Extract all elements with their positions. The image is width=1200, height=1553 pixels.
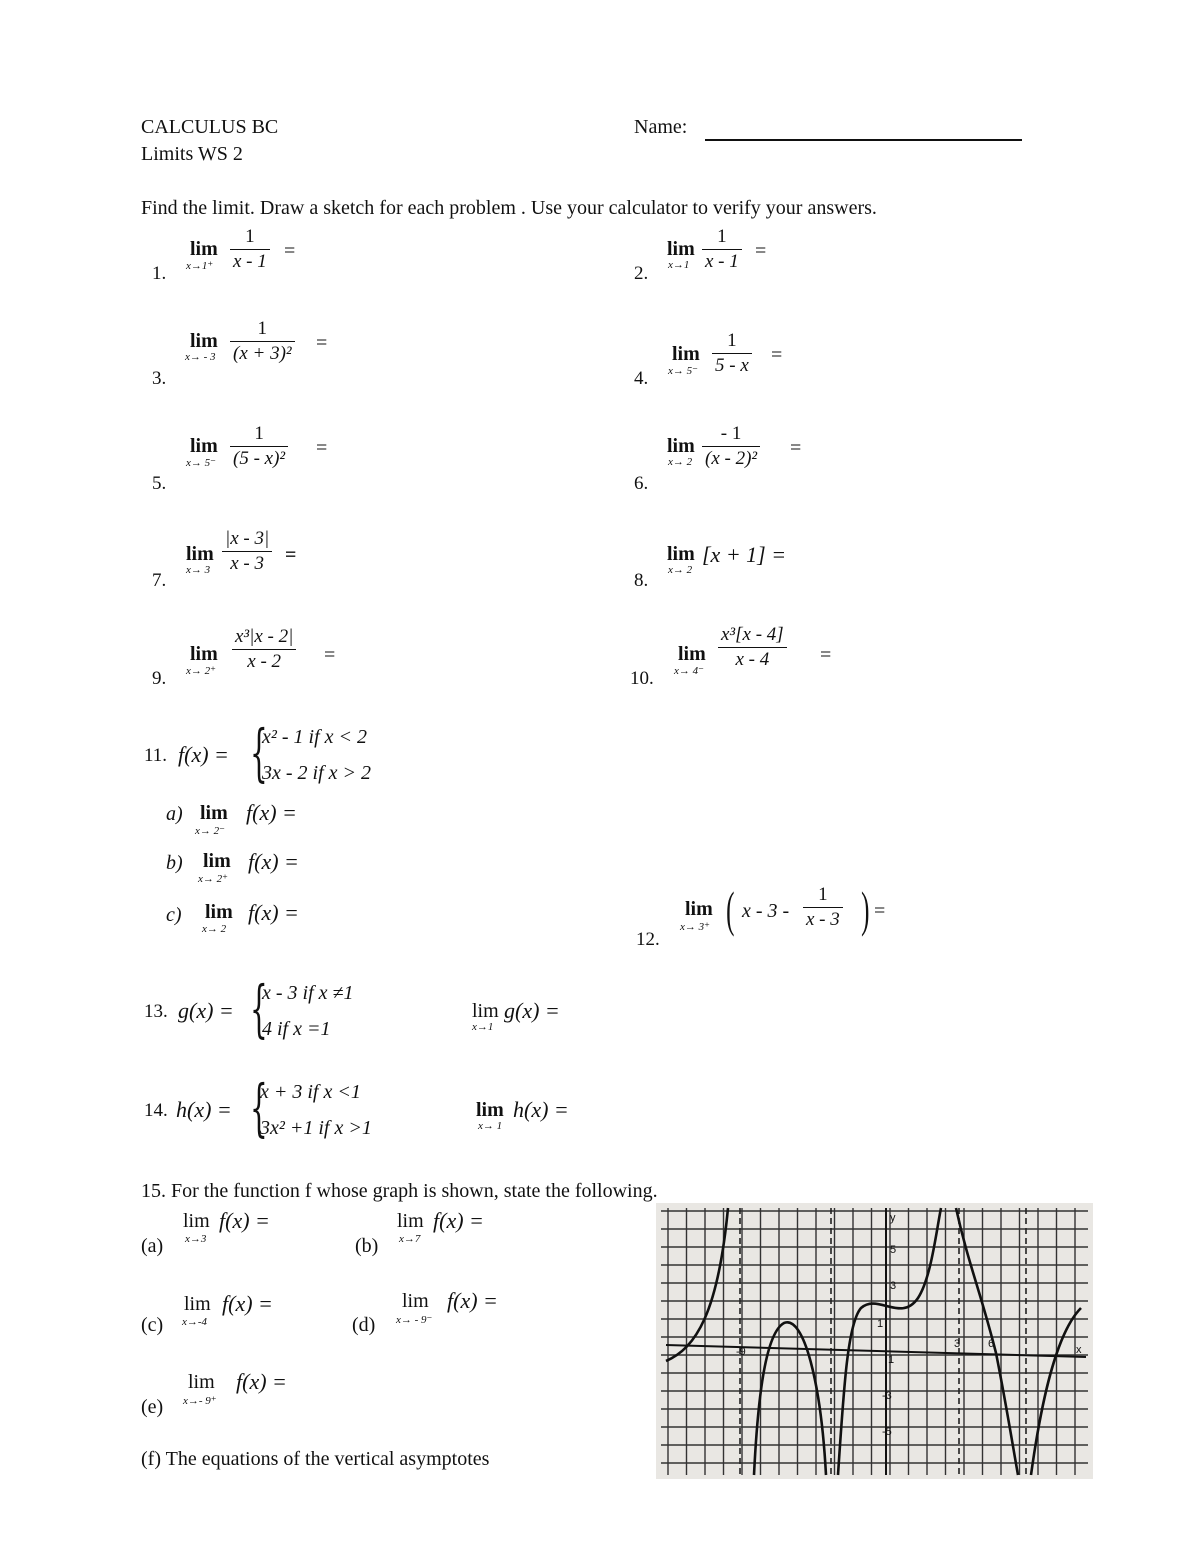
denominator: x - 4 [735, 649, 770, 670]
problem-number: 7. [152, 570, 167, 591]
fraction [718, 624, 787, 671]
lim-operator: lim [402, 1290, 429, 1312]
lim-subscript: x→7 [399, 1233, 421, 1245]
numerator: 1 [712, 330, 752, 354]
brace-symbol: { [250, 1071, 268, 1144]
right-paren: ) [861, 881, 870, 937]
brace-symbol: { [250, 716, 268, 789]
lim-subscript: x→ 3 [186, 564, 211, 576]
lim-operator: lim [190, 435, 218, 457]
problem-number: 1. [152, 263, 167, 284]
problem-15-intro: 15. For the function f whose graph is shown, state the following. [141, 1180, 658, 1202]
tick-label: 3 [954, 1338, 961, 1350]
lim-subscript: x→ 4⁻ [674, 665, 704, 677]
function-definition: g(x) = [178, 998, 234, 1023]
case-1: x² - 1 if x < 2 [262, 726, 368, 748]
lim-operator: lim [183, 1210, 210, 1232]
problem-number: 13. [144, 1001, 168, 1022]
lim-operator: lim [476, 1099, 504, 1121]
equals-sign: = [771, 344, 783, 366]
lim-operator: lim [667, 543, 695, 565]
part-e-expression: f(x) = [236, 1369, 287, 1394]
numerator: x³|x - 2| [232, 626, 296, 650]
denominator: (5 - x)² [233, 448, 286, 469]
lim-operator: lim [190, 330, 218, 352]
lim-subscript: x→ 2⁺ [186, 665, 216, 677]
lim-operator: lim [685, 898, 713, 920]
function-definition: h(x) = [176, 1097, 232, 1122]
case-1: x + 3 if x <1 [260, 1081, 361, 1103]
tick-label: 5 [890, 1244, 897, 1256]
name-line[interactable] [705, 139, 1022, 141]
part-a-label: a) [166, 803, 183, 825]
part-f-text: (f) The equations of the vertical asymptotes [141, 1448, 490, 1470]
numerator: 1 [230, 226, 270, 250]
part-b-label: b) [166, 852, 183, 874]
lim-subscript: x→ 2⁺ [198, 873, 228, 885]
lim-operator: lim [190, 238, 218, 260]
course-title: CALCULUS BC [141, 116, 279, 138]
problem-number: 4. [634, 368, 649, 389]
denominator: x - 1 [233, 251, 267, 272]
part-c-label: (c) [141, 1314, 164, 1336]
problem-number: 12. [636, 929, 660, 950]
denominator: (x + 3)² [233, 343, 292, 364]
fraction [232, 626, 296, 673]
fraction [702, 423, 760, 470]
lim-operator: lim [203, 850, 231, 872]
lim-subscript: x→ 2 [668, 456, 693, 468]
problem-number: 10. [630, 668, 654, 689]
part-a-label: (a) [141, 1235, 164, 1257]
tick-label: -5 [882, 1426, 892, 1438]
lim-subscript: x→ 2 [202, 923, 227, 935]
lim-subscript: x→ 2 [668, 564, 693, 576]
lim-subscript: x→ 2⁻ [195, 825, 225, 837]
fraction [712, 330, 752, 377]
lim-subscript: x→ 1 [478, 1120, 503, 1132]
denominator: x - 2 [247, 651, 282, 672]
lim-subscript: x→3 [185, 1233, 207, 1245]
lim-subscript: x→ 5⁻ [186, 457, 216, 469]
y-axis-label: y [890, 1212, 896, 1224]
problem-number: 11. [144, 745, 168, 766]
denominator: 5 - x [715, 355, 749, 376]
lim-subscript: x→- 9⁺ [183, 1395, 217, 1407]
numerator: 1 [803, 884, 843, 908]
part-e-label: (e) [141, 1396, 164, 1418]
lim-subscript: x→1 [668, 259, 690, 271]
lim-subscript: x→ - 3 [185, 351, 216, 363]
problem-number: 9. [152, 668, 167, 689]
lim-operator: lim [186, 543, 214, 565]
problem-number: 2. [634, 263, 649, 284]
numerator: - 1 [702, 423, 760, 447]
fraction [230, 226, 270, 273]
left-paren: ( [726, 881, 735, 937]
lim-operator: lim [667, 238, 695, 260]
lim-subscript: x→1 [472, 1021, 494, 1033]
equals-sign: = [820, 644, 832, 666]
equals-sign: = [755, 240, 767, 262]
lim-subscript: x→-4 [182, 1316, 208, 1328]
part-d-label: (d) [352, 1314, 376, 1336]
lim-operator: lim [188, 1371, 215, 1393]
lim-operator: lim [678, 643, 706, 665]
case-2: 3x - 2 if x > 2 [262, 762, 372, 784]
lim-operator: lim [205, 901, 233, 923]
fraction [230, 318, 295, 365]
tick-label: 1 [877, 1318, 884, 1330]
limit-expression: g(x) = [504, 998, 560, 1023]
fraction [222, 528, 272, 575]
numerator: |x - 3| [222, 528, 272, 552]
lim-operator: lim [472, 1000, 499, 1022]
equals-sign: = [316, 332, 328, 354]
fraction [230, 423, 288, 470]
denominator: x - 3 [806, 909, 840, 930]
x-axis-label: x [1076, 1344, 1082, 1356]
equals-sign: = [285, 544, 297, 566]
lim-operator: lim [397, 1210, 424, 1232]
name-label: Name: [634, 116, 688, 138]
tick-label: 3 [890, 1280, 897, 1292]
problem-number: 8. [634, 570, 649, 591]
floor-expression: [x + 1] = [702, 542, 787, 567]
lim-operator: lim [672, 343, 700, 365]
tick-label: -9 [736, 1346, 746, 1358]
part-c-label: c) [166, 904, 182, 926]
lim-operator: lim [200, 802, 228, 824]
fraction [803, 884, 843, 931]
part-c-expression: f(x) = [248, 900, 299, 925]
lim-operator: lim [190, 643, 218, 665]
tick-label: -3 [882, 1390, 892, 1402]
equals-sign: = [790, 437, 802, 459]
expression: x - 3 - [742, 900, 790, 922]
numerator: 1 [230, 318, 295, 342]
problem-number: 3. [152, 368, 167, 389]
denominator: (x - 2)² [705, 448, 758, 469]
brace-symbol: { [250, 972, 268, 1045]
problem-number: 6. [634, 473, 649, 494]
part-b-expression: f(x) = [433, 1208, 484, 1233]
tick-label: 1 [888, 1354, 895, 1366]
equals-sign: = [284, 240, 296, 262]
lim-subscript: x→ 5⁻ [668, 365, 698, 377]
denominator: x - 3 [230, 553, 264, 574]
numerator: x³[x - 4] [718, 624, 787, 648]
denominator: x - 1 [705, 251, 739, 272]
part-a-expression: f(x) = [219, 1208, 270, 1233]
case-2: 4 if x =1 [262, 1018, 331, 1040]
part-c-expression: f(x) = [222, 1291, 273, 1316]
tick-label: 6 [988, 1338, 995, 1350]
case-2: 3x² +1 if x >1 [260, 1117, 372, 1139]
lim-operator: lim [184, 1293, 211, 1315]
fraction [702, 226, 742, 273]
instructions: Find the limit. Draw a sketch for each problem . Use your calculator to verify your answers. [141, 197, 877, 219]
part-b-label: (b) [355, 1235, 379, 1257]
lim-subscript: x→1⁺ [186, 260, 214, 272]
function-definition: f(x) = [178, 742, 229, 767]
equals-sign: = [324, 644, 336, 666]
lim-subscript: x→ 3⁺ [680, 921, 710, 933]
lim-operator: lim [667, 435, 695, 457]
worksheet-title: Limits WS 2 [141, 143, 243, 165]
limit-expression: h(x) = [513, 1097, 569, 1122]
problem-number: 14. [144, 1100, 168, 1121]
numerator: 1 [702, 226, 742, 250]
function-graph [656, 1203, 1093, 1479]
case-1: x - 3 if x ≠1 [262, 982, 354, 1004]
part-d-expression: f(x) = [447, 1288, 498, 1313]
equals-sign: = [316, 437, 328, 459]
lim-subscript: x→ - 9⁻ [396, 1314, 433, 1326]
equals-sign: = [874, 900, 886, 922]
part-b-expression: f(x) = [248, 849, 299, 874]
problem-number: 5. [152, 473, 167, 494]
numerator: 1 [230, 423, 288, 447]
part-a-expression: f(x) = [246, 800, 297, 825]
graph-background [656, 1203, 1093, 1479]
